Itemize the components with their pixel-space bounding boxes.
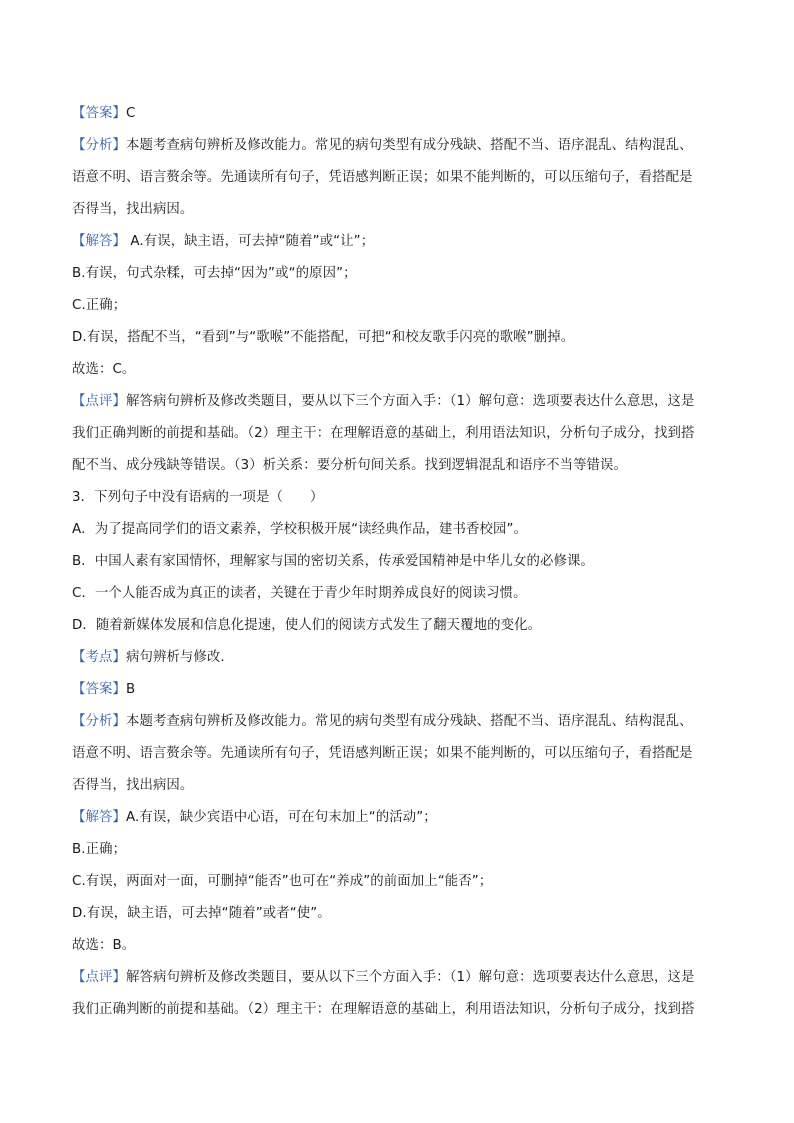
text-line <box>72 354 722 386</box>
section-line <box>72 706 722 738</box>
line-text: 解答病句辨析及修改类题目，要从以下三个方面入手：（1）解句意：选项要表达什么意思，这是 <box>125 970 695 985</box>
text-line <box>72 834 722 866</box>
line-text: 配不当、成分残缺等错误。（3）析关系：要分析句间关系。找到逻辑混乱和语序不当等错误。 <box>72 458 628 473</box>
line-text: C.有误，两面对一面，可删掉“能否”也可在“养成”的前面加上“能否”； <box>72 874 493 889</box>
text-line <box>72 322 722 354</box>
text-line <box>72 194 722 226</box>
section-line <box>72 98 722 130</box>
line-text: A．为了提高同学们的语文素养，学校积极开展“读经典作品，建书香校园”。 <box>72 522 528 537</box>
line-text: D．随着新媒体发展和信息化提速，使人们的阅读方式发生了翻天覆地的变化。 <box>72 618 542 633</box>
text-line <box>72 450 722 482</box>
section-tag: 【分析】 <box>72 714 126 729</box>
section-tag: 【解答】 <box>72 234 126 249</box>
text-line <box>72 578 722 610</box>
section-tag: 【解答】 <box>72 810 126 825</box>
text-line <box>72 162 722 194</box>
line-text: A.有误，缺主语，可去掉“随着”或“让”； <box>125 234 375 249</box>
text-line <box>72 610 722 642</box>
line-text: 故选：B。 <box>72 938 136 953</box>
section-line <box>72 642 722 674</box>
line-text: 3．下列句子中没有语病的一项是（ ） <box>72 490 324 505</box>
line-text: 故选：C。 <box>72 362 136 377</box>
line-text: C.正确； <box>72 298 127 313</box>
text-line <box>72 770 722 802</box>
line-text: B.正确； <box>72 842 127 857</box>
section-tag: 【考点】 <box>72 650 126 665</box>
text-line <box>72 546 722 578</box>
line-text: 否得当，找出病因。 <box>72 778 194 793</box>
text-line <box>72 994 722 1026</box>
text-line <box>72 898 722 930</box>
line-text: 语意不明、语言赘余等。先通读所有句子，凭语感判断正误；如果不能判断的，可以压缩句子，看搭配是 <box>72 170 693 185</box>
section-tag: 【答案】 <box>72 106 126 121</box>
section-line <box>72 674 722 706</box>
text-line <box>72 514 722 546</box>
document-body <box>72 98 722 1026</box>
line-text: 本题考查病句辨析及修改能力。常见的病句类型有成分残缺、搭配不当、语序混乱、结构混乱、 <box>125 714 693 729</box>
text-line <box>72 418 722 450</box>
line-text: A.有误，缺少宾语中心语，可在句末加上“的活动”； <box>125 810 437 825</box>
text-line <box>72 482 722 514</box>
line-text: 否得当，找出病因。 <box>72 202 194 217</box>
text-line <box>72 738 722 770</box>
section-line <box>72 962 722 994</box>
section-line <box>72 130 722 162</box>
line-text: D.有误，搭配不当，“看到”与“歌喉”不能搭配，可把“和校友歌手闪亮的歌喉”删掉。 <box>72 330 575 345</box>
line-text: B <box>125 682 136 697</box>
line-text: 语意不明、语言赘余等。先通读所有句子，凭语感判断正误；如果不能判断的，可以压缩句子，看搭配是 <box>72 746 693 761</box>
line-text: 我们正确判断的前提和基础。（2）理主干：在理解语意的基础上，利用语法知识，分析句子成分，找到搭 <box>72 426 695 441</box>
text-line <box>72 930 722 962</box>
section-tag: 【点评】 <box>72 394 126 409</box>
line-text: 解答病句辨析及修改类题目，要从以下三个方面入手：（1）解句意：选项要表达什么意思，这是 <box>125 394 695 409</box>
section-line <box>72 226 722 258</box>
line-text: D.有误，缺主语，可去掉“随着”或者“使”。 <box>72 906 331 921</box>
text-line <box>72 258 722 290</box>
line-text: B．中国人素有家国情怀，理解家与国的密切关系，传承爱国精神是中华儿女的必修课。 <box>72 554 594 569</box>
section-line <box>72 802 722 834</box>
section-tag: 【答案】 <box>72 682 126 697</box>
line-text: B.有误，句式杂糅，可去掉“因为”或“的原因”； <box>72 266 357 281</box>
line-text: C．一个人能否成为真正的读者，关键在于青少年时期养成良好的阅读习惯。 <box>72 586 527 601</box>
section-tag: 【点评】 <box>72 970 126 985</box>
line-text: 病句辨析与修改. <box>125 650 225 665</box>
text-line <box>72 290 722 322</box>
line-text: 本题考查病句辨析及修改能力。常见的病句类型有成分残缺、搭配不当、语序混乱、结构混乱、 <box>125 138 693 153</box>
line-text: C <box>125 106 136 121</box>
text-line <box>72 866 722 898</box>
line-text: 我们正确判断的前提和基础。（2）理主干：在理解语意的基础上，利用语法知识，分析句子成分，找到搭 <box>72 1002 695 1017</box>
section-tag: 【分析】 <box>72 138 126 153</box>
section-line <box>72 386 722 418</box>
